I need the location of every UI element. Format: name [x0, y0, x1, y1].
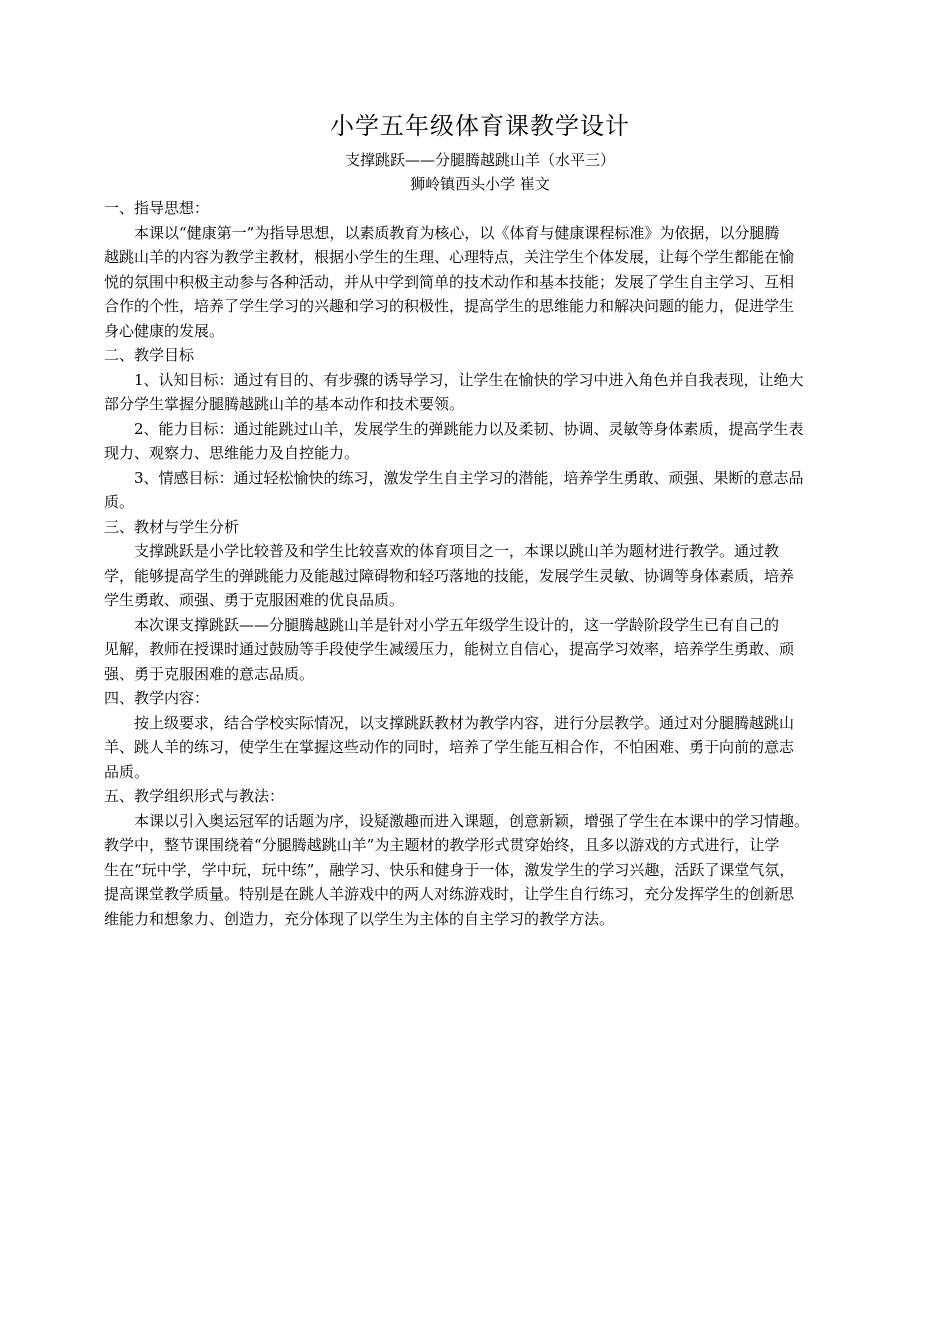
paragraph-line: 提高课堂教学质量。特别是在跳人羊游戏中的两人对练游戏时，让学生自行练习，充分发挥学生的创新思 [104, 885, 795, 903]
paragraph-line: 生在“玩中学，学中玩，玩中练”，融学习、快乐和健身于一体，激发学生的学习兴趣，活跃了课堂气氛， [104, 860, 795, 879]
paragraph-line: 现力、观察力、思维能力及自控能力。 [104, 444, 360, 462]
paragraph-line: 见解，教师在授课时通过鼓励等手段使学生减缓压力，能树立自信心，提高学习效率，培养学生勇敢、顽 [104, 640, 795, 658]
paragraph-line: 学，能够提高学生的弹跳能力及能越过障碍物和轻巧落地的技能，发展学生灵敏、协调等身体素质，培养 [104, 566, 795, 585]
paragraph-line: 本课以“健康第一”为指导思想，以素质教育为核心，以《体育与健康课程标准》为依据，以分腿腾 [134, 223, 780, 242]
paragraph-line: 越跳山羊的内容为教学主教材，根据小学生的生理、心理特点，关注学生个体发展，让每个学生都能在愉 [104, 248, 795, 266]
paragraph-line: 教学中，整节课围绕着“分腿腾越跳山羊”为主题材的教学形式贯穿始终，且多以游戏的方式进行，让学 [104, 836, 780, 854]
section-heading: 一、指导思想： [104, 199, 210, 217]
document-title: 小学五年级体育课教学设计 [330, 112, 630, 140]
paragraph-line: 本次课支撑跳跃——分腿腾越跳山羊是针对小学五年级学生设计的，这一学龄阶段学生已有自己的 [134, 615, 780, 634]
document-body [104, 196, 856, 931]
document-subtitle: 支撑跳跃——分腿腾越跳山羊（水平三） [344, 151, 615, 169]
paragraph-line: 2、能力目标：通过能跳过山羊，发展学生的弹跳能力以及柔韧、协调、灵敏等身体素质，提高学生表 [134, 419, 804, 438]
section-paragraph [104, 417, 856, 466]
paragraph-line: 3、情感目标：通过轻松愉快的练习，激发学生自主学习的潜能，培养学生勇敢、顽强、果断的意志品 [134, 468, 804, 487]
document-author: 狮岭镇西头小学 崔文 [410, 175, 550, 193]
paragraph-line: 羊、跳人羊的练习，使学生在掌握这些动作的同时，培养了学生能互相合作，不怕困难、勇于向前的意志 [104, 738, 795, 756]
paragraph-line: 合作的个性，培养了学生学习的兴趣和学习的积极性，提高学生的思维能力和解决问题的能力，促进学生 [104, 297, 795, 315]
section-paragraph [104, 221, 856, 344]
paragraph-line: 强、勇于克服困难的意志品质。 [104, 664, 315, 683]
section-heading: 五、教学组织形式与教法： [104, 787, 285, 805]
paragraph-line: 悦的氛围中积极主动参与各种活动，并从中学到简单的技术动作和基本技能；发展了学生自主学习、互相 [104, 272, 795, 291]
paragraph-line: 质。 [104, 493, 135, 511]
paragraph-line: 身心健康的发展。 [104, 321, 225, 340]
paragraph-line: 品质。 [104, 762, 150, 781]
section-paragraph [104, 711, 856, 785]
paragraph-line: 1、认知目标：通过有目的、有步骤的诱导学习，让学生在愉快的学习中进入角色并自我表现，让绝大 [134, 370, 804, 389]
paragraph-line: 按上级要求，结合学校实际情况，以支撑跳跃教材为教学内容，进行分层教学。通过对分腿腾越跳山 [134, 713, 795, 732]
section-heading: 三、教材与学生分析 [104, 517, 240, 536]
section-paragraph [104, 809, 856, 932]
section-heading: 四、教学内容： [104, 689, 210, 707]
section-paragraph [104, 539, 856, 613]
paragraph-line: 学生勇敢、顽强、勇于克服困难的优良品质。 [104, 591, 405, 609]
section-paragraph [104, 613, 856, 687]
paragraph-line: 本课以引入奥运冠军的话题为序，设疑激趣而进入课题，创意新颖，增强了学生在本课中的学习情趣。 [134, 811, 810, 830]
document-page [104, 110, 856, 931]
paragraph-line: 部分学生掌握分腿腾越跳山羊的基本动作和技术要领。 [104, 395, 465, 413]
section-heading: 二、教学目标 [104, 346, 195, 364]
section-paragraph [104, 466, 856, 515]
section-paragraph [104, 368, 856, 417]
paragraph-line: 维能力和想象力、创造力，充分体现了以学生为主体的自主学习的教学方法。 [104, 909, 615, 928]
paragraph-line: 支撑跳跃是小学比较普及和学生比较喜欢的体育项目之一，本课以跳山羊为题材进行教学。通过教 [134, 542, 780, 560]
